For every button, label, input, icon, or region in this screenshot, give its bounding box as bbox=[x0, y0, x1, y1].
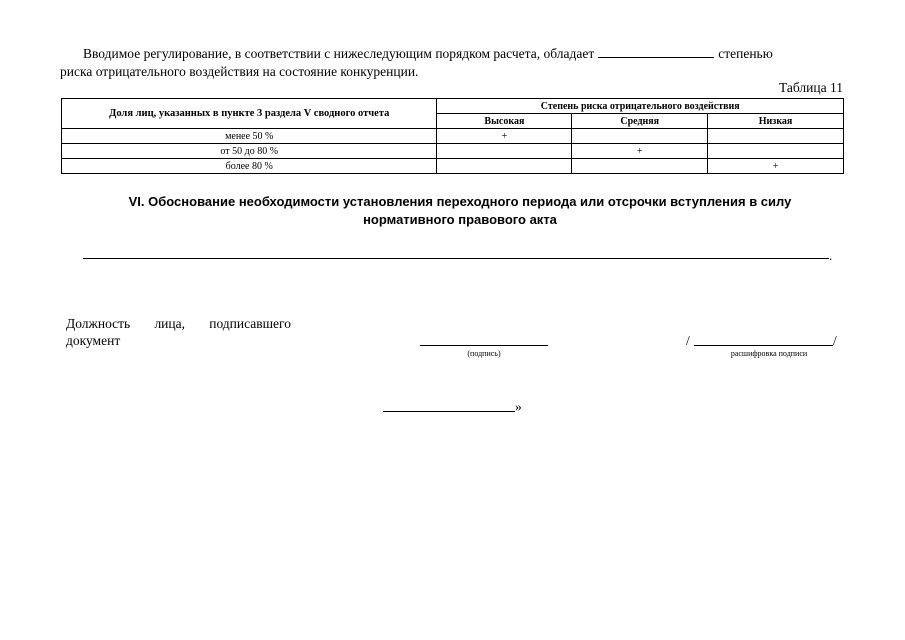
decode-slash-right: / bbox=[833, 333, 837, 348]
row-label: более 80 % bbox=[62, 159, 437, 174]
risk-group-header: Степень риска отрицательного воздействия bbox=[437, 99, 844, 114]
line-end-dot: . bbox=[829, 248, 833, 263]
signature-caption: (подпись) bbox=[467, 349, 501, 358]
intro-line2: риска отрицательного воздействия на состояние конкуренции. bbox=[60, 64, 419, 79]
cell-high bbox=[437, 144, 572, 159]
intro-line1-end: степенью bbox=[718, 46, 773, 61]
cell-low bbox=[708, 129, 844, 144]
risk-high-header: Высокая bbox=[437, 114, 572, 129]
risk-table bbox=[61, 98, 844, 174]
cell-low bbox=[708, 144, 844, 159]
cell-high: + bbox=[437, 129, 572, 144]
cell-medium bbox=[572, 129, 708, 144]
table-caption: Таблица 11 bbox=[779, 80, 843, 95]
decode-line[interactable] bbox=[694, 345, 833, 346]
table-row bbox=[62, 129, 844, 144]
risk-low-header: Низкая bbox=[708, 114, 844, 129]
share-column-header: Доля лиц, указанных в пункте 3 раздела V сводного отчета bbox=[62, 99, 437, 129]
cell-low: + bbox=[708, 159, 844, 174]
signature-line[interactable] bbox=[420, 345, 548, 346]
decode-caption: расшифровка подписи bbox=[730, 349, 808, 358]
date-quote: » bbox=[515, 399, 522, 414]
row-label: от 50 до 80 % bbox=[62, 144, 437, 159]
intro-paragraph bbox=[60, 45, 844, 81]
cell-medium: + bbox=[572, 144, 708, 159]
risk-medium-header: Средняя bbox=[572, 114, 708, 129]
justification-input-line[interactable] bbox=[83, 258, 829, 259]
section-title: VI. Обоснование необходимости установления переходного периода или отсрочки вступления в силу нормативного правового акта bbox=[128, 194, 792, 227]
row-label: менее 50 % bbox=[62, 129, 437, 144]
date-line[interactable] bbox=[383, 411, 515, 412]
intro-line1-start: Вводимое регулирование, в соответствии с нижеследующим порядком расчета, обладает bbox=[83, 46, 595, 61]
table-row bbox=[62, 144, 844, 159]
decode-slash-left: / bbox=[686, 333, 690, 348]
cell-high bbox=[437, 159, 572, 174]
risk-degree-blank[interactable] bbox=[598, 45, 714, 58]
cell-medium bbox=[572, 159, 708, 174]
position-label: Должность лица, подписавшего документ bbox=[66, 316, 291, 348]
table-row bbox=[62, 159, 844, 174]
